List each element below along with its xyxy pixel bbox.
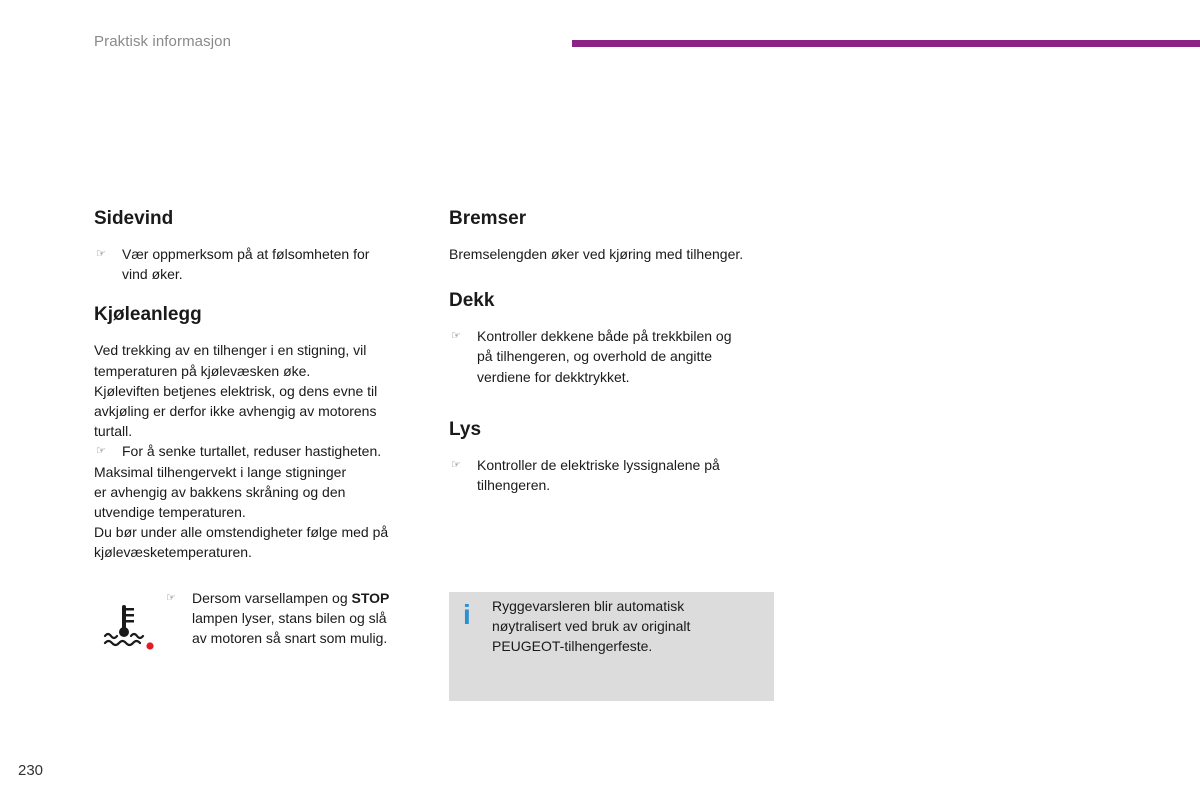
bullet-item (94, 244, 424, 284)
text-line: avkjøling er derfor ikke avhengig av motorens (94, 403, 377, 420)
page-number: 230 (18, 762, 44, 779)
heading-lys: Lys (449, 418, 482, 440)
bullet-text-line: på tilhengeren, og overhold de angitte (477, 348, 713, 365)
left-column (94, 206, 424, 581)
heading-dekk: Dekk (449, 290, 495, 312)
text-line: Du bør under alle omstendigheter følge med på (94, 524, 389, 541)
header-title: Praktisk informasjon (94, 33, 232, 50)
coolant-warning-block (94, 588, 424, 668)
text-line: kjølevæsketemperaturen. (94, 544, 252, 561)
text-line: PEUGEOT-tilhengerfeste. (492, 638, 653, 655)
info-text (492, 596, 762, 657)
text-line: utvendige temperaturen. (94, 504, 246, 521)
paragraph-kjoleanlegg (94, 340, 424, 441)
text-line: Ryggevarsleren blir automatisk (492, 598, 685, 614)
bullet-item (449, 455, 779, 495)
bullet-text-line: vind øker. (122, 266, 183, 283)
bullet-item (94, 441, 424, 461)
right-column (449, 206, 779, 513)
bullet-text-line: av motoren så snart som mulig. (192, 630, 388, 647)
pointing-hand-icon: ☞ (451, 330, 461, 343)
bullet-text-line: For å senke turtallet, reduser hastigheten. (122, 443, 382, 460)
text-line: temperaturen på kjølevæsken øke. (94, 362, 311, 379)
section-dekk (449, 288, 779, 387)
bullet-text-line: Dersom varsellampen og (192, 590, 352, 606)
bullet-item (164, 588, 424, 649)
bullet-text-line: Kontroller dekkene både på trekkbilen og (477, 328, 732, 345)
bullet-text-line: tilhengeren. (477, 477, 551, 494)
section-sidevind (94, 206, 424, 284)
section-lys (449, 417, 779, 495)
bullet-text-line: lampen lyser, stans bilen og slå (192, 610, 387, 627)
pointing-hand-icon: ☞ (96, 445, 106, 458)
pointing-hand-icon: ☞ (96, 248, 106, 260)
paragraph-bremser: Bremselengden øker ved kjøring med tilhenger. (449, 246, 744, 262)
text-line: Maksimal tilhengervekt i lange stigninger (94, 463, 347, 480)
section-kjoleanlegg (94, 302, 424, 562)
warning-text (164, 588, 424, 649)
bullet-item (449, 326, 779, 387)
text-line: nøytralisert ved bruk av originalt (492, 618, 691, 635)
pointing-hand-icon: ☞ (166, 592, 176, 604)
text-line: er avhengig av bakkens skråning og den (94, 483, 346, 500)
info-icon: i (463, 599, 471, 630)
paragraph-kjoleanlegg-2 (94, 462, 424, 563)
heading-kjoleanlegg: Kjøleanlegg (94, 304, 202, 326)
heading-bremser: Bremser (449, 208, 527, 229)
pointing-hand-icon: ☞ (451, 458, 461, 471)
section-bremser (449, 206, 779, 264)
text-line: Ved trekking av en tilhenger i en stigning, vil (94, 342, 367, 359)
stop-label: STOP (351, 590, 390, 606)
coolant-temperature-warning-icon (100, 602, 154, 650)
text-line: Kjøleviften betjenes elektrisk, og dens evne til (94, 382, 378, 399)
heading-sidevind: Sidevind (94, 208, 174, 229)
bullet-text-line: Kontroller de elektriske lyssignalene på (477, 456, 720, 473)
bullet-text-line: Vær oppmerksom på at følsomheten for (122, 246, 370, 262)
text-line: turtall. (94, 423, 133, 440)
bullet-text-line: verdiene for dekktrykket. (477, 368, 630, 385)
info-box (449, 592, 774, 701)
header-accent-bar (572, 40, 1200, 47)
